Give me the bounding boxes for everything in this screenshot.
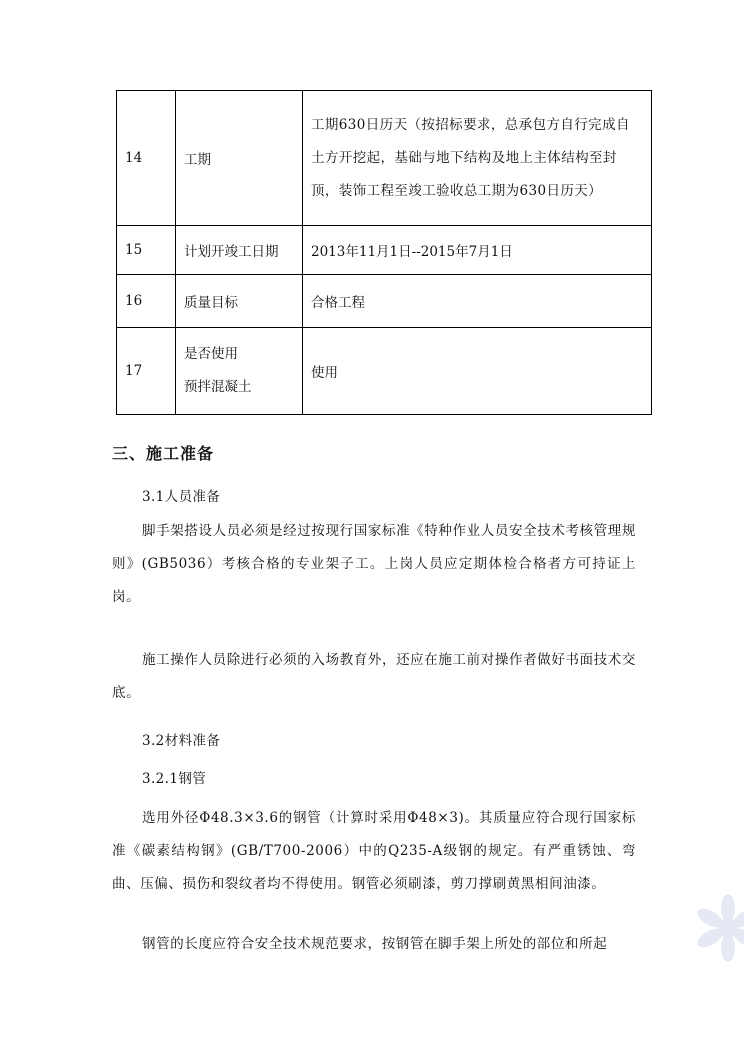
- row-content: 工期630日历天（按招标要求，总承包方自行完成自土方开挖起，基础与地下结构及地上主体结构至封顶，装饰工程至竣工验收总工期为630日历天）: [303, 91, 652, 226]
- row-item: 计划开竣工日期: [176, 226, 303, 275]
- row-number: 16: [117, 275, 176, 328]
- table-row: [117, 275, 652, 328]
- section-heading: 三、施工准备: [112, 444, 215, 463]
- subsection-title: 3.2材料准备: [142, 733, 221, 749]
- paragraph: 钢管的长度应符合安全技术规范要求，按钢管在脚手架上所处的部位和所起: [142, 936, 608, 952]
- project-info-table: [116, 90, 652, 415]
- row-item: 工期: [176, 91, 303, 226]
- watermark-flower-icon: [694, 878, 744, 978]
- table-row: [117, 328, 652, 415]
- row-item-line: 是否使用: [184, 346, 238, 362]
- row-content: 使用: [303, 328, 652, 415]
- row-item-line: 预拌混凝土: [184, 379, 252, 395]
- paragraph: 选用外径Φ48.3×3.6的钢管（计算时采用Φ48×3)。其质量应符合现行国家标准《碳素结构钢》(GB/T700-2006）中的Q235-A级钢的规定。有严重锈蚀、弯曲、压偏、损伤和裂纹者均不得使用。钢管必须刷漆，剪刀撑刷黄黑相间油漆。: [112, 810, 636, 892]
- table-row: [117, 91, 652, 226]
- paragraph: 施工操作人员除进行必须的入场教育外，还应在施工前对操作者做好书面技术交底。: [112, 652, 636, 701]
- row-item: 质量目标: [176, 275, 303, 328]
- row-number: 15: [117, 226, 176, 275]
- table-row: [117, 226, 652, 275]
- row-content: 2013年11月1日--2015年7月1日: [303, 226, 652, 275]
- row-content: 合格工程: [303, 275, 652, 328]
- row-item: [176, 328, 303, 415]
- subsection-title: 3.2.1钢管: [142, 771, 207, 787]
- row-number: 14: [117, 91, 176, 226]
- subsection-title: 3.1人员准备: [142, 489, 221, 505]
- paragraph: 脚手架搭设人员必须是经过按现行国家标准《特种作业人员安全技术考核管理规则》(GB5036）考核合格的专业架子工。上岗人员应定期体检合格者方可持证上岗。: [112, 523, 636, 605]
- row-number: 17: [117, 328, 176, 415]
